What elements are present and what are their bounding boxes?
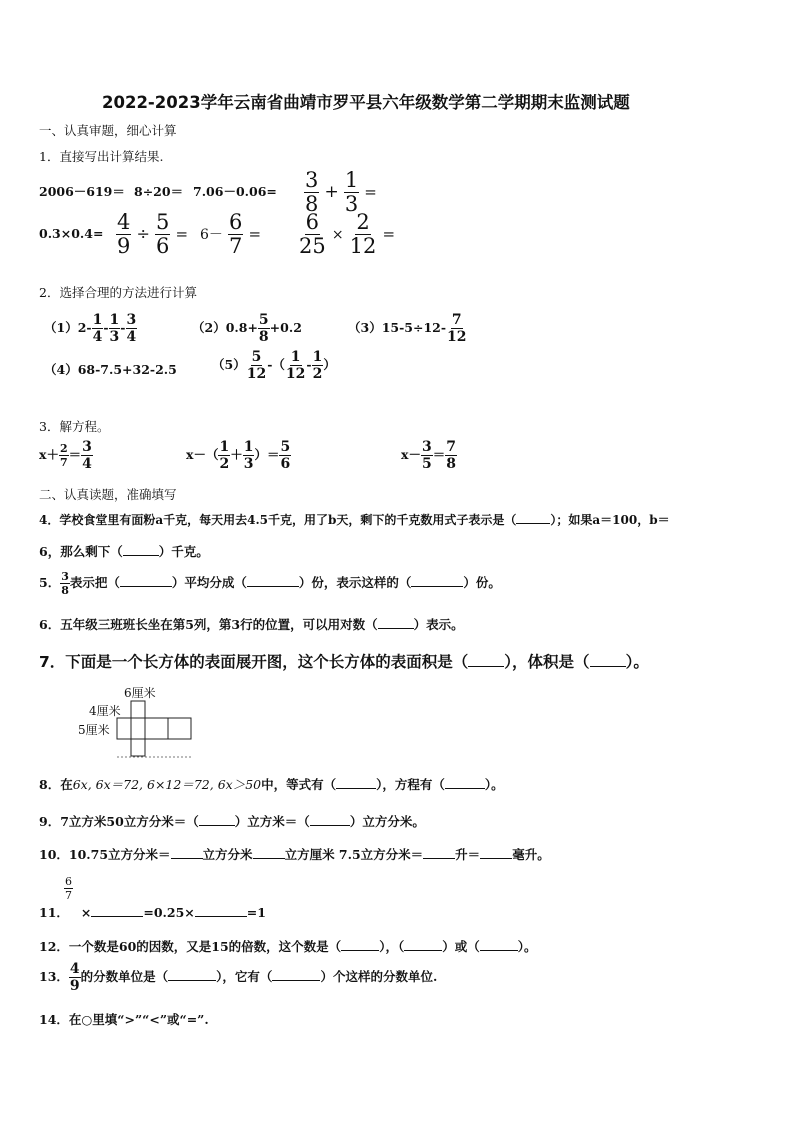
q4-line-1: 4．学校食堂里有面粉a千克，每天用去4.5千克，用了b天，剩下的千克数用式子表示是（ ）；如果a＝100，b＝	[39, 513, 670, 527]
q4-line-2: 6，那么剩下（ ）千克。	[39, 544, 209, 559]
q2-part-3: （3）15-5÷12- $\frac{7}{12}$	[348, 312, 467, 345]
figure-label-middle: 4厘米	[89, 704, 121, 718]
q2-part-5: （5） $\frac{5}{12}$ -（ $\frac{1}{12}$ - $\frac{1}{2}$ ）	[212, 349, 336, 382]
q2-part-4: （4）68-7.5+32-2.5	[44, 362, 177, 377]
net-face-left	[117, 718, 131, 739]
q1-item-5: 0.3×0.4=	[39, 226, 104, 241]
q14-line: 14．在○里填“>”“<”或“=”.	[39, 1012, 209, 1027]
q2-part-1: （1）2- $\frac{1}{4}$ - $\frac{1}{3}$ - $\frac{3}{4}$	[44, 312, 137, 345]
section-heading-2: 二、认真读题，准确填写	[39, 487, 177, 502]
page-title: 2022-2023学年云南省曲靖市罗平县六年级数学第二学期期末监测试题	[102, 93, 630, 112]
q7-line: 7．下面是一个长方体的表面展开图，这个长方体的表面积是（ ），体积是（ ）。	[39, 653, 649, 671]
q9-line: 9．7立方米50立方分米＝（ ）立方米＝（ ）立方分米。	[39, 814, 425, 829]
net-face-top	[131, 701, 145, 718]
q3-equation-1: x＋ $\frac{2}{7}$ ＝ $\frac{3}{4}$	[39, 439, 92, 472]
q5-line: 5． $\frac{3}{8}$ 表示把（ ）平均分成（ ）份，表示这样的（ ）份。	[39, 570, 501, 597]
q8-line: 8．在6x, 6x＝72, 6×12＝72, 6x＞50中，等式有（ ），方程有（ ）。	[39, 777, 504, 792]
q10-line: 10．10.75立方分米＝ 立方分米 立方厘米 7.5立方分米＝ 升＝ 毫升。	[39, 847, 550, 862]
q1-item-1: 2006－619＝	[39, 184, 125, 199]
q1-fraction-mul: $\frac{6}{25}$ × $\frac{2}{12}$ =	[299, 210, 396, 258]
q2-stem: 2．选择合理的方法进行计算	[39, 285, 197, 300]
q3-stem: 3．解方程。	[39, 419, 110, 434]
q1-fraction-sub: 6－ $\frac{6}{7}$ =	[200, 210, 262, 258]
q3-equation-2: x－（ $\frac{1}{2}$ ＋ $\frac{1}{3}$ ）＝ $\frac{5}{6}$	[186, 439, 291, 472]
q11-line: 11． × =0.25× =1	[39, 905, 266, 920]
figure-label-top: 6厘米	[124, 686, 156, 700]
figure-label-bottom: 5厘米	[78, 723, 110, 737]
q11-fraction: $\frac{6}{7}$	[65, 875, 72, 902]
q3-equation-3: x－ $\frac{3}{5}$ ＝ $\frac{7}{8}$	[401, 439, 456, 472]
q2-part-2: （2）0.8+ $\frac{5}{8}$ +0.2	[192, 312, 302, 345]
q13-line: 13． $\frac{4}{9}$ 的分数单位是（ ），它有（ ）个这样的分数单位.	[39, 961, 438, 994]
q1-stem: 1．直接写出计算结果.	[39, 149, 164, 164]
section-heading-1: 一、认真审题，细心计算	[39, 123, 177, 138]
net-face-front	[131, 718, 145, 739]
q12-line: 12．一个数是60的因数，又是15的倍数，这个数是（ ），（ ）或（ ）。	[39, 939, 537, 954]
net-face-right	[145, 718, 168, 739]
q1-item-3: 7.06－0.06=	[193, 184, 277, 199]
q1-item-2: 8÷20＝	[134, 184, 184, 199]
q1-fraction-sum: $\frac{3}{8}$ + $\frac{1}{3}$ =	[305, 168, 377, 216]
q1-fraction-div: $\frac{4}{9}$ ÷ $\frac{5}{6}$ =	[117, 210, 189, 258]
net-face-bottom	[131, 739, 145, 756]
net-face-back	[168, 718, 191, 739]
q6-line: 6．五年级三班班长坐在第5列，第3行的位置，可以用对数（ ）表示。	[39, 617, 464, 632]
